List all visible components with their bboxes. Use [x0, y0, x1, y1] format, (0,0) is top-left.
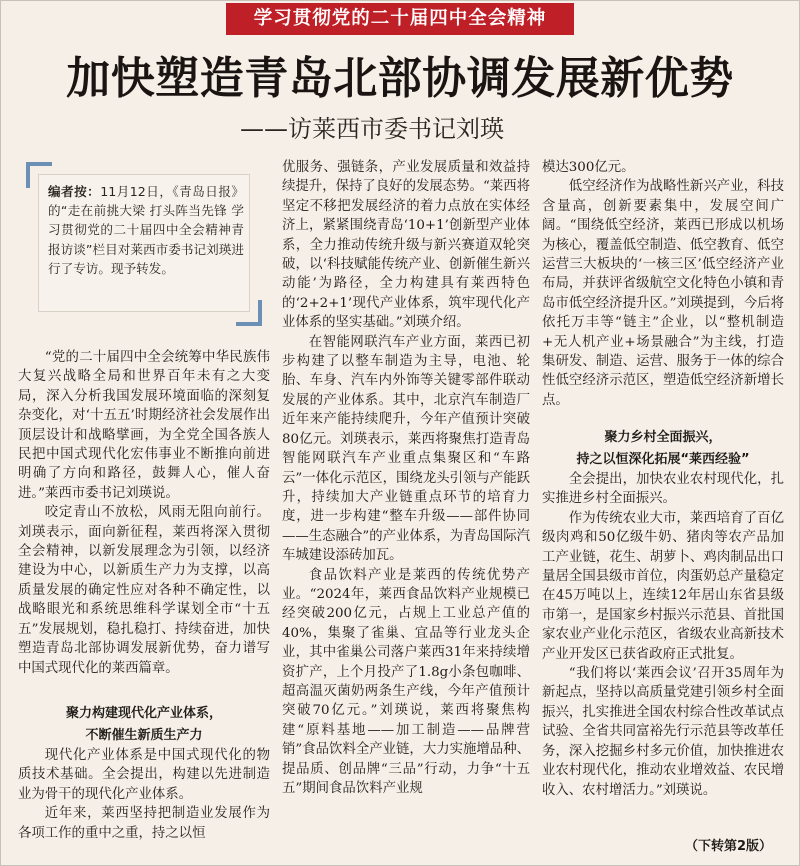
subheadline: ——访莱西市委书记刘瑛	[240, 115, 504, 143]
paragraph: 低空经济作为战略性新兴产业，科技含量高，创新要素集中，发展空间广阔。“围绕低空经济，莱西已形成以机场为核心，覆盖低空制造、低空教育、低空运营三大板块的‘一核三区’低空经济产业布局，并获评省级航空文化特色小镇和青岛市低空经济提升区。”刘瑛提到，今后将依托万丰等“链主”企业，以“整机制造+无人机产业+场景融合”为主线，打造集研发、制造、运营、服务于一体的综合性低空经济示范区，塑造低空经济新增长点。	[542, 179, 784, 408]
paragraph: “我们将以‘莱西会议’召开35周年为新起点，坚持以高质量党建引领乡村全面振兴，扎实推进全国农村综合性改革试点试验、全省共同富裕先行示范县等改革任务，深入挖掘乡村多元价值，加快推进农业农村现代化，推动农业增效益、农民增收入、农村增活力。”刘瑛说。	[542, 666, 784, 798]
section-heading-line: 聚力构建现代化产业体系，	[65, 706, 222, 721]
paragraph: 在智能网联汽车产业方面，莱西已初步构建了以整车制造为主导，电池、轮胎、车身、汽车内外饰等关键零部件联动发展的产业体系。其中，北京汽车制造厂近年来产能持续爬升，今年产值预计突破80亿元。刘瑛表示，莱西将聚焦打造青岛智能网联汽车产业重点集聚区和“车路云”一体化示范区，围绕龙头引领与产能跃升，持续加大产业链重点环节的培育力度，进一步构建“整车升级——部件协同——生态融合”的产业体系，为青岛国际汽车城建设添砖加瓦。	[282, 334, 530, 564]
paragraph: “党的二十届四中全会统筹中华民族伟大复兴战略全局和世界百年未有之大变局，深入分析我国发展环境面临的深刻复杂变化，对‘十五五’时期经济社会发展作出顶层设计和战略擘画，为全党全国各族人民把中国式现代化宏伟事业不断推向前进明确了方向和路径，鼓舞人心，催人奋进。”莱西市委书记刘瑛说。	[18, 350, 270, 501]
section-heading-rural	[542, 426, 784, 471]
corner-bracket-bottom-right	[236, 300, 262, 326]
headline: 加快塑造青岛北部协调发展新优势	[66, 53, 734, 104]
paragraph: 现代化产业体系是中国式现代化的物质技术基础。全会提出，构建以先进制造业为骨干的现代化产业体系。	[18, 748, 270, 802]
editor-note-text: 11月12日，《青岛日报》的“走在前挑大梁 打头阵当先锋 学习贯彻党的二十届四中全会精神青报访谈”栏目对莱西市委书记刘瑛进行了专访。现予转发。	[48, 184, 244, 276]
section-heading-line: 聚力乡村全面振兴，	[604, 430, 722, 445]
continued-on-page-note: （下转第2版）	[684, 839, 772, 854]
editor-note	[48, 182, 244, 278]
section-heading-line: 不断催生新质生产力	[85, 728, 203, 743]
article-column-1	[18, 348, 270, 678]
article-column-1-after-heading	[18, 746, 270, 843]
paragraph: 咬定青山不放松，风雨无阻向前行。刘瑛表示，面向新征程，莱西将深入贯彻全会精神，以新发展理念为引领，以经济建设为中心，以新质生产力为支撑，以高质量发展的确定性应对各种不确定性，以战略眼光和系统思维科学谋划全市“十五五”发展规划，稳扎稳打、持续奋进，加快塑造青岛北部协调发展新优势，奋力谱写中国式现代化的莱西篇章。	[18, 505, 270, 676]
section-heading-industry	[18, 702, 270, 747]
editor-note-label: 编者按：	[48, 184, 101, 199]
paragraph-continuation: 模达300亿元。	[542, 160, 635, 175]
paragraph: 食品饮料产业是莱西的传统优势产业。“2024年，莱西食品饮料产业规模已经突破200亿元，占规上工业总产值的40%，集聚了雀巢、宜品等行业龙头企业，其中雀巢公司落户莱西31年来持续增资扩产，上个月投产了1.8g小条包咖啡、超高温灭菌奶两条生产线，今年产值预计突破70亿元。”刘瑛说，莱西将聚焦构建“原料基地——加工制造——品牌营销”食品饮料全产业链，大力实施增品种、提品质、创品牌“三品”行动，力争“十五五”期间食品饮料产业规	[282, 567, 530, 796]
paragraph: 近年来，莱西坚持把制造业发展作为各项工作的重中之重，持之以恒	[18, 806, 270, 841]
article-column-2	[282, 158, 530, 798]
paragraph: 全会提出，加快农业农村现代化，扎实推进乡村全面振兴。	[542, 472, 784, 507]
article-column-3-after-heading	[542, 470, 784, 800]
article-column-3	[542, 158, 784, 410]
column-banner: 学习贯彻党的二十届四中全会精神	[226, 3, 574, 35]
paragraph-continuation: 优服务、强链条，产业发展质量和效益持续提升，保持了良好的发展态势。“莱西将坚定不移把发展经济的着力点放在实体经济上，紧紧围绕青岛‘10+1’创新型产业体系，全力推动传统升级与新兴赛道双轮突破，以‘科技赋能传统产业、创新催生新兴动能’为路径，全力构建具有莱西特色的‘2+2+1’现代产业体系，筑牢现代化产业体系的坚实基础。”刘瑛介绍。	[282, 160, 530, 331]
paragraph: 作为传统农业大市，莱西培育了百亿级肉鸡和50亿级牛奶、猪肉等农产品加工产业链，花生、胡萝卜、鸡肉制品出口量居全国县级市首位，肉蛋奶总产量稳定在45万吨以上，连续12年居山东省县级市第一，是国家乡村振兴示范县、首批国家农业产业化示范区，省级农业高新技术产业开发区已获省政府正式批复。	[542, 510, 784, 662]
section-heading-line: 持之以恒深化拓展“莱西经验”	[576, 452, 750, 467]
